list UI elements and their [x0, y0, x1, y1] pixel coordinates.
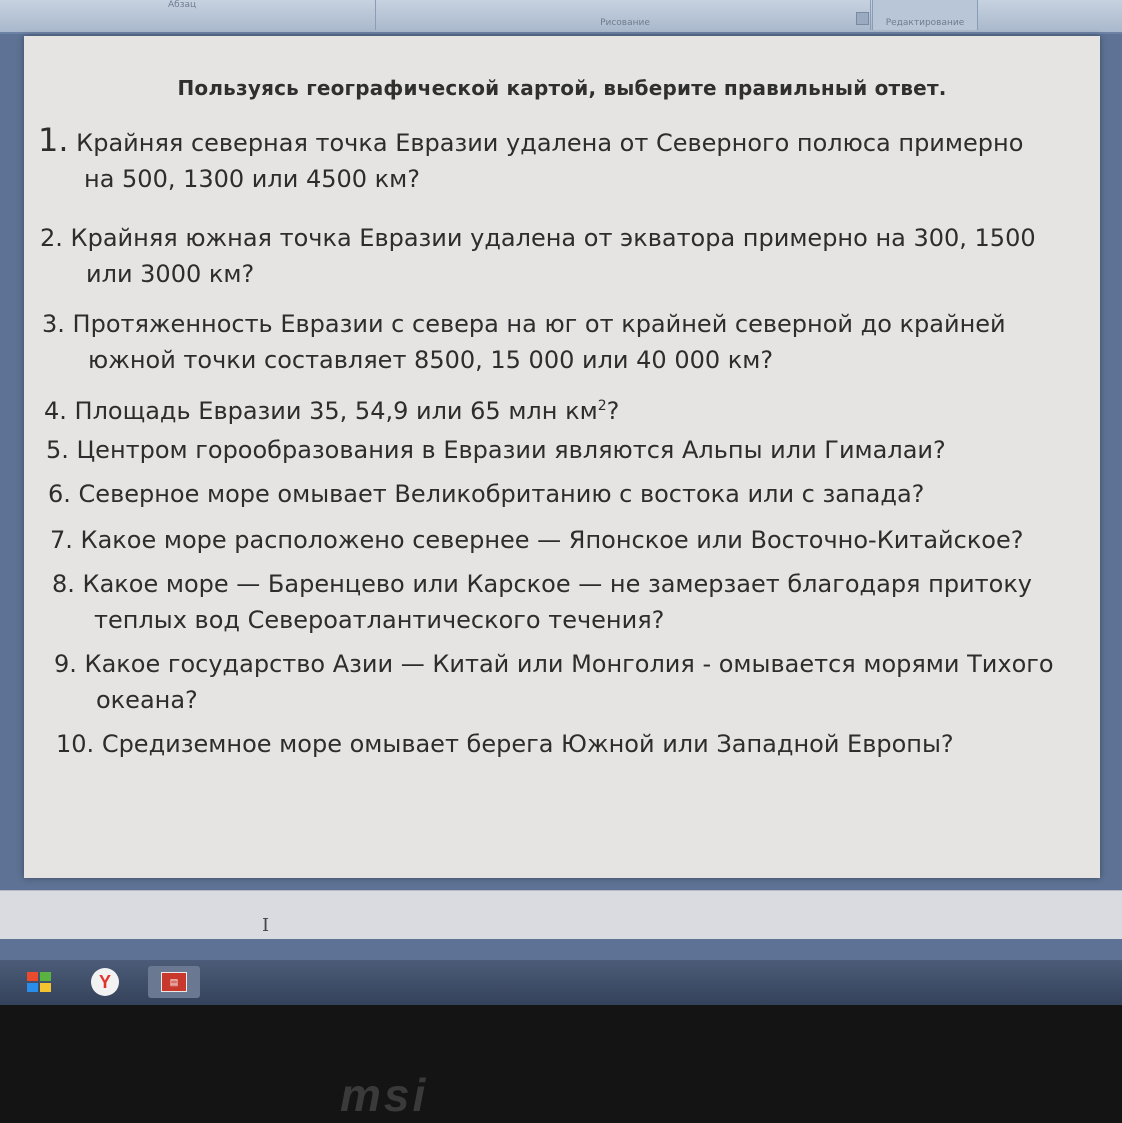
taskbar — [0, 960, 1122, 1005]
list-item — [48, 476, 924, 512]
word-ribbon — [0, 0, 1122, 34]
question-text: Крайняя северная точка Евразии удалена от Северного полюса примерно — [76, 129, 1024, 157]
monitor-brand-logo: msi — [340, 1069, 429, 1121]
question-text-tail: ? — [606, 397, 620, 425]
question-number: 4. — [44, 397, 67, 425]
pdf-reader-icon: ▤ — [161, 972, 187, 992]
document-page[interactable] — [24, 36, 1100, 878]
ribbon-group-label: Рисование — [600, 18, 650, 28]
list-item — [40, 220, 1036, 292]
start-button[interactable] — [22, 966, 56, 998]
question-text: Средиземное море омывает берега Южной или Западной Европы? — [101, 730, 954, 758]
yandex-browser-icon: Y — [91, 968, 119, 996]
question-text: Крайняя южная точка Евразии удалена от экватора примерно на 300, 1500 — [70, 224, 1036, 252]
question-text: Протяженность Евразии с севера на юг от крайней северной до крайней — [72, 310, 1006, 338]
list-item — [42, 306, 1006, 378]
page-title: Пользуясь географической картой, выберите правильный ответ. — [177, 76, 947, 100]
list-item — [50, 522, 1024, 558]
question-number: 6. — [48, 480, 71, 508]
list-item — [54, 646, 1054, 718]
question-text-continued: на 500, 1300 или 4500 км? — [84, 165, 421, 193]
question-number: 7. — [50, 526, 73, 554]
yandex-browser-button[interactable] — [88, 966, 122, 998]
ribbon-group-label: Абзац — [168, 0, 197, 10]
document-area-bottom[interactable] — [0, 890, 1122, 939]
list-item — [56, 726, 954, 762]
text-cursor-icon: I — [262, 915, 270, 936]
question-text-continued: или 3000 км? — [86, 260, 255, 288]
ribbon-group-editing[interactable] — [872, 0, 978, 30]
list-item — [46, 432, 946, 468]
question-number: 3. — [42, 310, 65, 338]
pdf-reader-button[interactable] — [148, 966, 200, 998]
ribbon-expand-icon[interactable] — [856, 12, 869, 25]
question-text: Какое море расположено севернее — Японское или Восточно-Китайское? — [80, 526, 1024, 554]
start-icon — [24, 967, 54, 997]
question-number: 2. — [40, 224, 63, 252]
list-item — [44, 388, 619, 429]
question-text: Северное море омывает Великобританию с востока или с запада? — [78, 480, 925, 508]
ribbon-group-paragraph[interactable] — [0, 0, 376, 30]
question-text-continued: теплых вод Североатлантического течения? — [94, 606, 665, 634]
question-text: Центром горообразования в Евразии являются Альпы или Гималаи? — [76, 436, 946, 464]
list-item — [38, 122, 1023, 197]
list-item — [52, 566, 1032, 638]
ribbon-group-label: Редактирование — [885, 18, 965, 28]
ribbon-group-drawing[interactable] — [380, 0, 871, 30]
question-text: Площадь Евразии 35, 54,9 или 65 млн км — [74, 397, 598, 425]
question-number: 10. — [56, 730, 95, 758]
question-number: 1. — [38, 121, 69, 159]
superscript: 2 — [597, 398, 607, 414]
question-number: 9. — [54, 650, 77, 678]
question-number: 8. — [52, 570, 75, 598]
question-text: Какое море — Баренцево или Карское — не замерзает благодаря притоку — [82, 570, 1033, 598]
question-text: Какое государство Азии — Китай или Монголия - омывается морями Тихого — [84, 650, 1054, 678]
question-text-continued: океана? — [96, 686, 198, 714]
question-number: 5. — [46, 436, 69, 464]
question-text-continued: южной точки составляет 8500, 15 000 или 40 000 км? — [88, 346, 774, 374]
